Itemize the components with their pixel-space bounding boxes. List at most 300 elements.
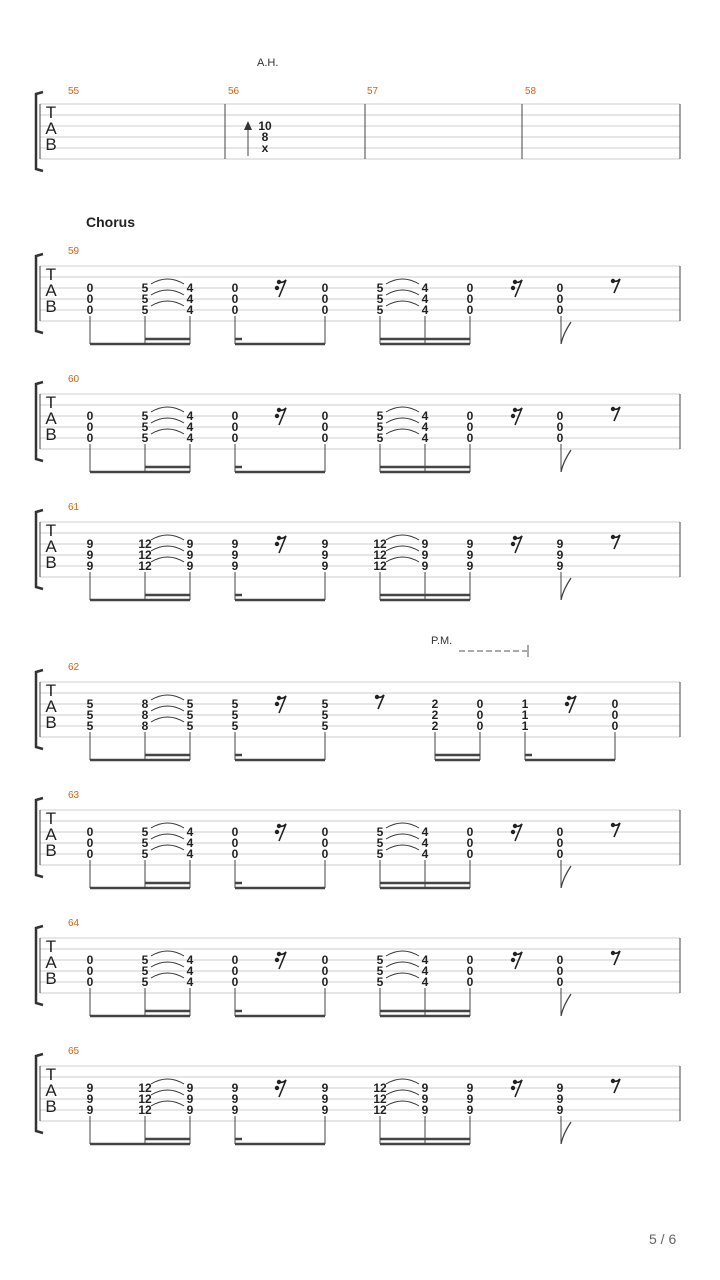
tab-clef-letter: B [45, 297, 57, 316]
fret-number: 5 [321, 708, 329, 722]
fret-number: 0 [556, 953, 564, 967]
fret-number: 12 [138, 1103, 152, 1117]
sixteenth-rest-dot [513, 280, 517, 284]
tab-clef-letter: A [45, 697, 57, 716]
sixteenth-rest-dot [511, 830, 515, 834]
system-7 [36, 918, 680, 1016]
fret-number: 9 [231, 1081, 239, 1095]
fret-number: 5 [141, 431, 149, 445]
fret-number: 4 [421, 953, 429, 967]
tab-clef-letter: A [45, 953, 57, 972]
fret-number: 4 [186, 964, 194, 978]
fret-number: 9 [186, 559, 194, 573]
slur [151, 407, 184, 412]
fret-number: 12 [373, 1081, 387, 1095]
fret-number: 0 [466, 431, 474, 445]
fret-number: 0 [231, 303, 239, 317]
fret-number: 0 [86, 825, 94, 839]
slur [386, 823, 419, 828]
fret-number: 5 [321, 719, 329, 733]
fret-number: 0 [231, 975, 239, 989]
sixteenth-rest-dot [567, 696, 571, 700]
fret-number: 8 [141, 708, 149, 722]
fret-number: 12 [373, 559, 387, 573]
fret-number: 9 [421, 559, 429, 573]
slur [386, 951, 419, 956]
slur [386, 546, 419, 551]
slur [386, 845, 419, 850]
sixteenth-rest-dot [513, 824, 517, 828]
fret-number: 12 [138, 559, 152, 573]
slur [151, 845, 184, 850]
fret-number: 12 [138, 537, 152, 551]
tab-clef-letter: A [45, 281, 57, 300]
fret-number: 0 [86, 420, 94, 434]
fret-number: 0 [86, 431, 94, 445]
fret-number: 9 [86, 1103, 94, 1117]
fret-number: 9 [556, 1081, 564, 1095]
fret-number: 9 [421, 1103, 429, 1117]
fret-number: 1 [521, 719, 529, 733]
fret-number: 0 [466, 281, 474, 295]
fret-number: 0 [466, 847, 474, 861]
measure-number: 62 [68, 662, 80, 673]
tab-clef-letter: T [45, 681, 57, 700]
fret-number: 5 [231, 719, 239, 733]
tab-clef-letter: T [45, 937, 57, 956]
tab-clef-letter: A [45, 119, 57, 138]
fret-number: 9 [321, 548, 329, 562]
slur [151, 546, 184, 551]
fret-number: 0 [321, 281, 329, 295]
slur [386, 557, 419, 562]
fret-number: 4 [186, 975, 194, 989]
sixteenth-rest-dot [277, 696, 281, 700]
slur [386, 429, 419, 434]
tab-clef-letter: B [45, 1097, 57, 1116]
fret-number: 0 [466, 953, 474, 967]
slur [151, 557, 184, 562]
fret-number: 4 [421, 409, 429, 423]
fret-number: 9 [86, 559, 94, 573]
slur [386, 973, 419, 978]
system-5 [36, 645, 680, 760]
slur [151, 1101, 184, 1106]
fret-number: 0 [86, 847, 94, 861]
fret-number: 0 [556, 409, 564, 423]
slur [151, 1079, 184, 1084]
fret-number: 4 [421, 964, 429, 978]
fret-number: 9 [231, 548, 239, 562]
fret-number: 9 [186, 537, 194, 551]
fret-number: 0 [556, 825, 564, 839]
fret-number: 0 [86, 281, 94, 295]
fret-number: 0 [86, 303, 94, 317]
slur [386, 834, 419, 839]
eighth-rest-dot [611, 407, 615, 411]
slur [386, 1079, 419, 1084]
sixteenth-rest-dot [275, 958, 279, 962]
measure-number: 63 [68, 790, 80, 801]
fret-number: 0 [556, 420, 564, 434]
eighth-rest-dot [611, 1079, 615, 1083]
fret-number: 9 [186, 548, 194, 562]
slur [151, 962, 184, 967]
tab-clef-letter: B [45, 135, 57, 154]
fret-number: 9 [421, 1092, 429, 1106]
measure-number: 65 [68, 1046, 80, 1057]
fret-number: 0 [556, 281, 564, 295]
fret-number: 0 [321, 431, 329, 445]
tab-clef-letter: T [45, 393, 57, 412]
fret-number: 0 [231, 847, 239, 861]
fret-number: 4 [421, 292, 429, 306]
tab-clef-letter: T [45, 521, 57, 540]
fret-number: 0 [611, 719, 619, 733]
fret-number: 2 [431, 719, 439, 733]
fret-number: 5 [86, 708, 94, 722]
sixteenth-rest-dot [513, 1080, 517, 1084]
fret-number: 0 [86, 953, 94, 967]
fret-number: 5 [376, 409, 384, 423]
fret-number: 9 [186, 1081, 194, 1095]
fret-number: 0 [466, 975, 474, 989]
fret-number: 10 [258, 119, 272, 133]
fret-number: 4 [186, 431, 194, 445]
fret-number: 5 [141, 953, 149, 967]
fret-number: 4 [186, 825, 194, 839]
slur [151, 535, 184, 540]
slur [151, 706, 184, 711]
palm-mute-label: P.M. [431, 635, 453, 647]
eighth-rest-dot [611, 535, 615, 539]
tab-clef-letter: A [45, 1081, 57, 1100]
tab-clef-letter: A [45, 537, 57, 556]
sixteenth-rest-dot [275, 830, 279, 834]
fret-number: 5 [141, 825, 149, 839]
sixteenth-rest-dot [277, 952, 281, 956]
fret-number: 0 [231, 431, 239, 445]
fret-number: 9 [466, 1103, 474, 1117]
fret-number: 8 [141, 697, 149, 711]
measure-number: 64 [68, 918, 80, 929]
slur [151, 290, 184, 295]
fret-number: 5 [141, 975, 149, 989]
fret-number: 4 [186, 303, 194, 317]
fret-number: 1 [521, 708, 529, 722]
system-2 [36, 246, 680, 344]
fret-number: 9 [466, 548, 474, 562]
fret-number: 0 [321, 836, 329, 850]
eighth-rest-dot [611, 823, 615, 827]
fret-number: 9 [186, 1092, 194, 1106]
fret-number: 12 [373, 1092, 387, 1106]
fret-number: 1 [521, 697, 529, 711]
fret-number: 0 [556, 303, 564, 317]
fret-number: 0 [231, 836, 239, 850]
fret-number: 9 [466, 1081, 474, 1095]
fret-number: 9 [466, 537, 474, 551]
fret-number: 9 [556, 559, 564, 573]
fret-number: 4 [186, 409, 194, 423]
fret-number: 5 [376, 847, 384, 861]
slur [151, 695, 184, 700]
sixteenth-rest-dot [275, 414, 279, 418]
fret-number: 0 [466, 409, 474, 423]
fret-number: 5 [231, 697, 239, 711]
fret-number: 0 [556, 964, 564, 978]
sixteenth-rest-dot [275, 286, 279, 290]
tab-clef-letter: B [45, 969, 57, 988]
fret-number: 8 [261, 130, 269, 144]
fret-number: 9 [556, 1103, 564, 1117]
fret-number: 0 [476, 697, 484, 711]
system-3 [36, 374, 680, 472]
fret-number: 0 [466, 836, 474, 850]
note-flag [561, 994, 571, 1016]
fret-number: 4 [421, 825, 429, 839]
fret-number: 4 [186, 281, 194, 295]
system-1 [36, 86, 680, 171]
fret-number: 4 [421, 975, 429, 989]
fret-number: 12 [373, 1103, 387, 1117]
measure-number: 58 [525, 86, 537, 97]
fret-number: 5 [141, 281, 149, 295]
fret-number: 4 [186, 292, 194, 306]
page-number: 5 / 6 [649, 1231, 677, 1247]
measure-number: 55 [68, 86, 80, 97]
fret-number: 5 [186, 697, 194, 711]
fret-number: 4 [421, 420, 429, 434]
fret-number: 0 [466, 825, 474, 839]
section-label-chorus: Chorus [86, 214, 135, 230]
fret-number: 0 [476, 708, 484, 722]
fret-number: 5 [86, 719, 94, 733]
fret-number: x [261, 141, 269, 155]
eighth-rest-dot [611, 951, 615, 955]
tab-clef-letter: B [45, 425, 57, 444]
measure-number: 57 [367, 86, 379, 97]
fret-number: 5 [141, 303, 149, 317]
slur [386, 407, 419, 412]
slur [386, 301, 419, 306]
fret-number: 5 [376, 431, 384, 445]
slur [151, 301, 184, 306]
fret-number: 4 [421, 303, 429, 317]
fret-number: 2 [431, 697, 439, 711]
fret-number: 5 [141, 420, 149, 434]
sixteenth-rest-dot [277, 280, 281, 284]
slur [151, 823, 184, 828]
sixteenth-rest-dot [275, 702, 279, 706]
fret-number: 9 [321, 1103, 329, 1117]
fret-number: 5 [376, 964, 384, 978]
fret-number: 4 [186, 847, 194, 861]
fret-number: 0 [466, 303, 474, 317]
fret-number: 9 [421, 537, 429, 551]
fret-number: 0 [321, 953, 329, 967]
measure-number: 60 [68, 374, 80, 385]
fret-number: 0 [321, 964, 329, 978]
fret-number: 0 [231, 409, 239, 423]
fret-number: 4 [186, 836, 194, 850]
fret-number: 9 [86, 1081, 94, 1095]
fret-number: 5 [231, 708, 239, 722]
fret-number: 9 [86, 548, 94, 562]
fret-number: 0 [231, 964, 239, 978]
fret-number: 9 [86, 1092, 94, 1106]
note-flag [561, 322, 571, 344]
fret-number: 5 [141, 292, 149, 306]
sixteenth-rest-dot [513, 408, 517, 412]
fret-number: 9 [421, 548, 429, 562]
slur [151, 429, 184, 434]
slur [386, 1101, 419, 1106]
fret-number: 9 [321, 1081, 329, 1095]
fret-number: 9 [321, 559, 329, 573]
fret-number: 5 [376, 836, 384, 850]
sixteenth-rest-dot [275, 542, 279, 546]
fret-number: 0 [556, 431, 564, 445]
slur [151, 717, 184, 722]
sixteenth-rest-dot [511, 414, 515, 418]
fret-number: 0 [466, 964, 474, 978]
fret-number: 5 [141, 836, 149, 850]
fret-number: 5 [141, 409, 149, 423]
tab-clef-letter: T [45, 1065, 57, 1084]
fret-number: 5 [86, 697, 94, 711]
fret-number: 9 [231, 1103, 239, 1117]
slur [151, 973, 184, 978]
fret-number: 0 [321, 292, 329, 306]
fret-number: 0 [611, 708, 619, 722]
fret-number: 9 [556, 548, 564, 562]
fret-number: 12 [138, 1092, 152, 1106]
fret-number: 5 [376, 825, 384, 839]
fret-number: 5 [321, 697, 329, 711]
sixteenth-rest-dot [277, 1080, 281, 1084]
measure-number: 56 [228, 86, 240, 97]
fret-number: 0 [321, 420, 329, 434]
sixteenth-rest-dot [565, 702, 569, 706]
fret-number: 9 [556, 537, 564, 551]
slur [151, 279, 184, 284]
tab-clef-letter: T [45, 103, 57, 122]
fret-number: 0 [231, 825, 239, 839]
measure-number: 61 [68, 502, 80, 513]
tab-clef-letter: T [45, 809, 57, 828]
fret-number: 5 [376, 420, 384, 434]
eighth-rest-dot [375, 695, 379, 699]
sixteenth-rest-dot [513, 952, 517, 956]
tab-clef-letter: B [45, 841, 57, 860]
slur [386, 290, 419, 295]
slur [151, 951, 184, 956]
fret-number: 0 [86, 836, 94, 850]
fret-number: 5 [376, 292, 384, 306]
fret-number: 0 [86, 409, 94, 423]
note-flag [561, 450, 571, 472]
sixteenth-rest-dot [511, 1086, 515, 1090]
system-4 [36, 502, 680, 600]
sixteenth-rest-dot [511, 286, 515, 290]
eighth-rest-dot [611, 279, 615, 283]
slur [386, 1090, 419, 1095]
sixteenth-rest-dot [277, 536, 281, 540]
fret-number: 5 [376, 303, 384, 317]
fret-number: 0 [231, 281, 239, 295]
slur [151, 834, 184, 839]
fret-number: 0 [231, 292, 239, 306]
fret-number: 0 [321, 303, 329, 317]
fret-number: 0 [86, 292, 94, 306]
fret-number: 4 [186, 420, 194, 434]
sixteenth-rest-dot [511, 542, 515, 546]
tab-clef-letter: A [45, 409, 57, 428]
fret-number: 0 [86, 975, 94, 989]
fret-number: 5 [186, 708, 194, 722]
fret-number: 9 [231, 559, 239, 573]
tab-clef-letter: A [45, 825, 57, 844]
slur [151, 418, 184, 423]
system-8 [36, 1046, 680, 1144]
fret-number: 4 [421, 847, 429, 861]
fret-number: 5 [186, 719, 194, 733]
fret-number: 2 [431, 708, 439, 722]
fret-number: 9 [321, 1092, 329, 1106]
fret-number: 0 [556, 836, 564, 850]
fret-number: 0 [321, 409, 329, 423]
fret-number: 12 [373, 537, 387, 551]
slur [386, 962, 419, 967]
fret-number: 0 [86, 964, 94, 978]
fret-number: 0 [556, 975, 564, 989]
fret-number: 4 [186, 953, 194, 967]
sixteenth-rest-dot [277, 408, 281, 412]
fret-number: 9 [186, 1103, 194, 1117]
fret-number: 0 [321, 825, 329, 839]
sixteenth-rest-dot [277, 824, 281, 828]
sixteenth-rest-dot [275, 1086, 279, 1090]
fret-number: 0 [231, 953, 239, 967]
fret-number: 0 [321, 975, 329, 989]
fret-number: 12 [373, 548, 387, 562]
fret-number: 9 [421, 1081, 429, 1095]
fret-number: 4 [421, 281, 429, 295]
fret-number: 8 [141, 719, 149, 733]
note-flag [561, 1122, 571, 1144]
fret-number: 0 [466, 420, 474, 434]
fret-number: 5 [376, 975, 384, 989]
slur [386, 279, 419, 284]
fret-number: 0 [476, 719, 484, 733]
fret-number: 12 [138, 548, 152, 562]
fret-number: 9 [231, 1092, 239, 1106]
sixteenth-rest-dot [513, 536, 517, 540]
fret-number: 9 [86, 537, 94, 551]
fret-number: 0 [556, 847, 564, 861]
fret-number: 5 [141, 847, 149, 861]
fret-number: 5 [376, 953, 384, 967]
note-flag [561, 866, 571, 888]
fret-number: 0 [611, 697, 619, 711]
fret-number: 4 [421, 836, 429, 850]
artificial-harmonic-label: A.H. [257, 57, 279, 69]
system-6 [36, 790, 680, 888]
slur [151, 1090, 184, 1095]
fret-number: 4 [421, 431, 429, 445]
fret-number: 0 [231, 420, 239, 434]
